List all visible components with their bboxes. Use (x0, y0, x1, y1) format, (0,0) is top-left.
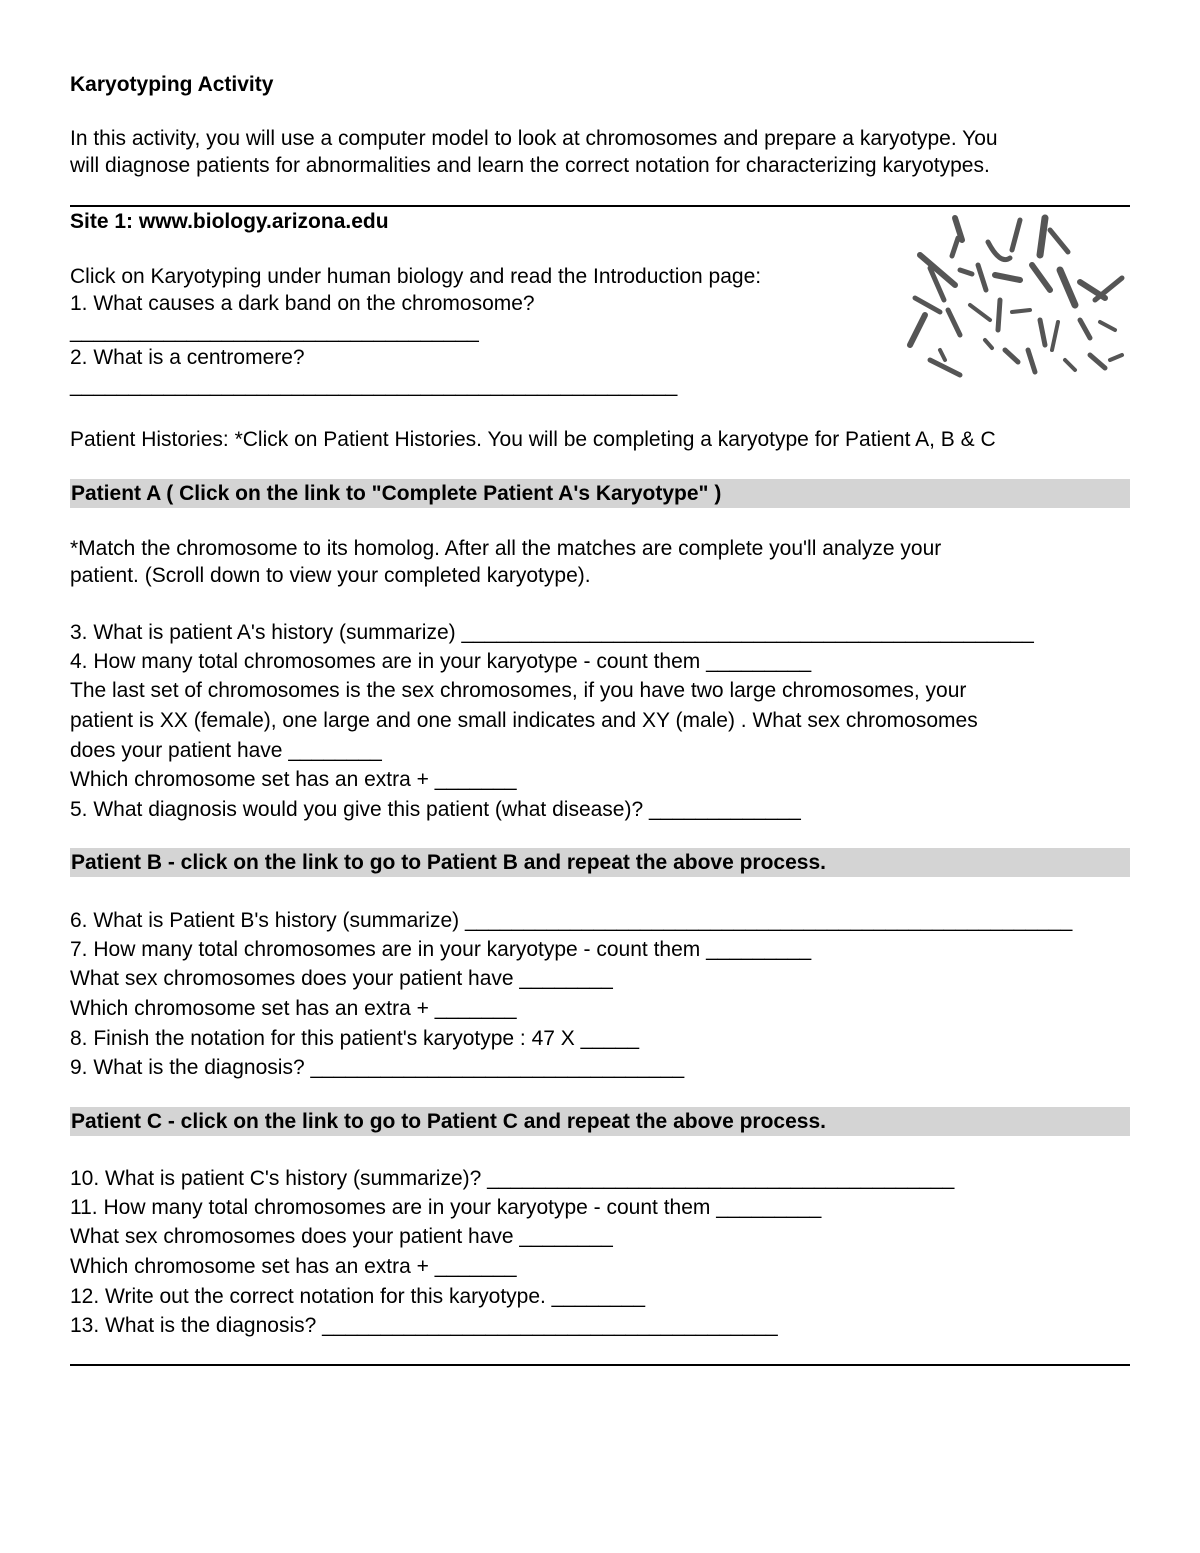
site-heading: Site 1: www.biology.arizona.edu (70, 210, 389, 233)
extra-chromosome-question-a: Which chromosome set has an extra + _______ (70, 768, 517, 791)
patient-histories-instruction: Patient Histories: *Click on Patient Histories. You will be completing a karyotype for Patient A, B & C (70, 428, 996, 451)
patient-b-header (70, 848, 1130, 877)
patient-c-header-text: Patient C - click on the link to go to Patient C and repeat the above process. (71, 1110, 826, 1133)
answer-blank-2: ____________________________________________________ (70, 374, 678, 397)
question-4: 4. How many total chromosomes are in your karyotype - count them _________ (70, 650, 812, 673)
question-7: 7. How many total chromosomes are in your karyotype - count them _________ (70, 938, 812, 961)
question-9: 9. What is the diagnosis? ________________________________ (70, 1056, 685, 1079)
question-6: 6. What is Patient B's history (summarize) ____________________________________________________ (70, 909, 1073, 932)
intro-line-1: In this activity, you will use a computer model to look at chromosomes and prepare a karyotype. You (70, 127, 998, 150)
question-1: 1. What causes a dark band on the chromosome? (70, 292, 535, 315)
question-8: 8. Finish the notation for this patient's karyotype : 47 X _____ (70, 1027, 640, 1050)
extra-chromosome-question-b: Which chromosome set has an extra + _______ (70, 997, 517, 1020)
divider-bottom (70, 1364, 1130, 1366)
question-2: 2. What is a centromere? (70, 346, 305, 369)
patient-a-instruction-2: patient. (Scroll down to view your completed karyotype). (70, 564, 591, 587)
sex-chromosome-note-2: patient is XX (female), one large and one small indicates and XY (male) . What sex chromosomes (70, 709, 978, 732)
patient-a-header (70, 479, 1130, 508)
patient-c-header (70, 1107, 1130, 1136)
question-10: 10. What is patient C's history (summarize)? ________________________________________ (70, 1167, 955, 1190)
sex-chromosome-question-c: What sex chromosomes does your patient have ________ (70, 1225, 613, 1248)
question-13: 13. What is the diagnosis? _______________________________________ (70, 1314, 778, 1337)
patient-a-header-text: Patient A ( Click on the link to "Complete Patient A's Karyotype" ) (71, 482, 722, 505)
question-11: 11. How many total chromosomes are in your karyotype - count them _________ (70, 1196, 822, 1219)
extra-chromosome-question-c: Which chromosome set has an extra + _______ (70, 1255, 517, 1278)
sex-chromosome-note-1: The last set of chromosomes is the sex chromosomes, if you have two large chromosomes, your (70, 679, 967, 702)
question-12: 12. Write out the correct notation for this karyotype. ________ (70, 1285, 646, 1308)
page-title: Karyotyping Activity (70, 73, 274, 96)
question-5: 5. What diagnosis would you give this patient (what disease)? _____________ (70, 798, 801, 821)
patient-a-instruction-1: *Match the chromosome to its homolog. After all the matches are complete you'll analyze your (70, 537, 942, 560)
patient-b-header-text: Patient B - click on the link to go to Patient B and repeat the above process. (71, 851, 826, 874)
answer-blank-1: ___________________________________ (70, 320, 479, 343)
divider-top (70, 205, 1130, 207)
sex-chromosome-question-b: What sex chromosomes does your patient have ________ (70, 967, 613, 990)
intro-line-2: will diagnose patients for abnormalities and learn the correct notation for characterizing karyotypes. (70, 154, 990, 177)
sex-chromosome-question-a: does your patient have ________ (70, 739, 382, 762)
site-instruction: Click on Karyotyping under human biology and read the Introduction page: (70, 265, 762, 288)
question-3: 3. What is patient A's history (summarize) _________________________________________________ (70, 621, 1034, 644)
chromosome-spread-image (900, 210, 1130, 388)
